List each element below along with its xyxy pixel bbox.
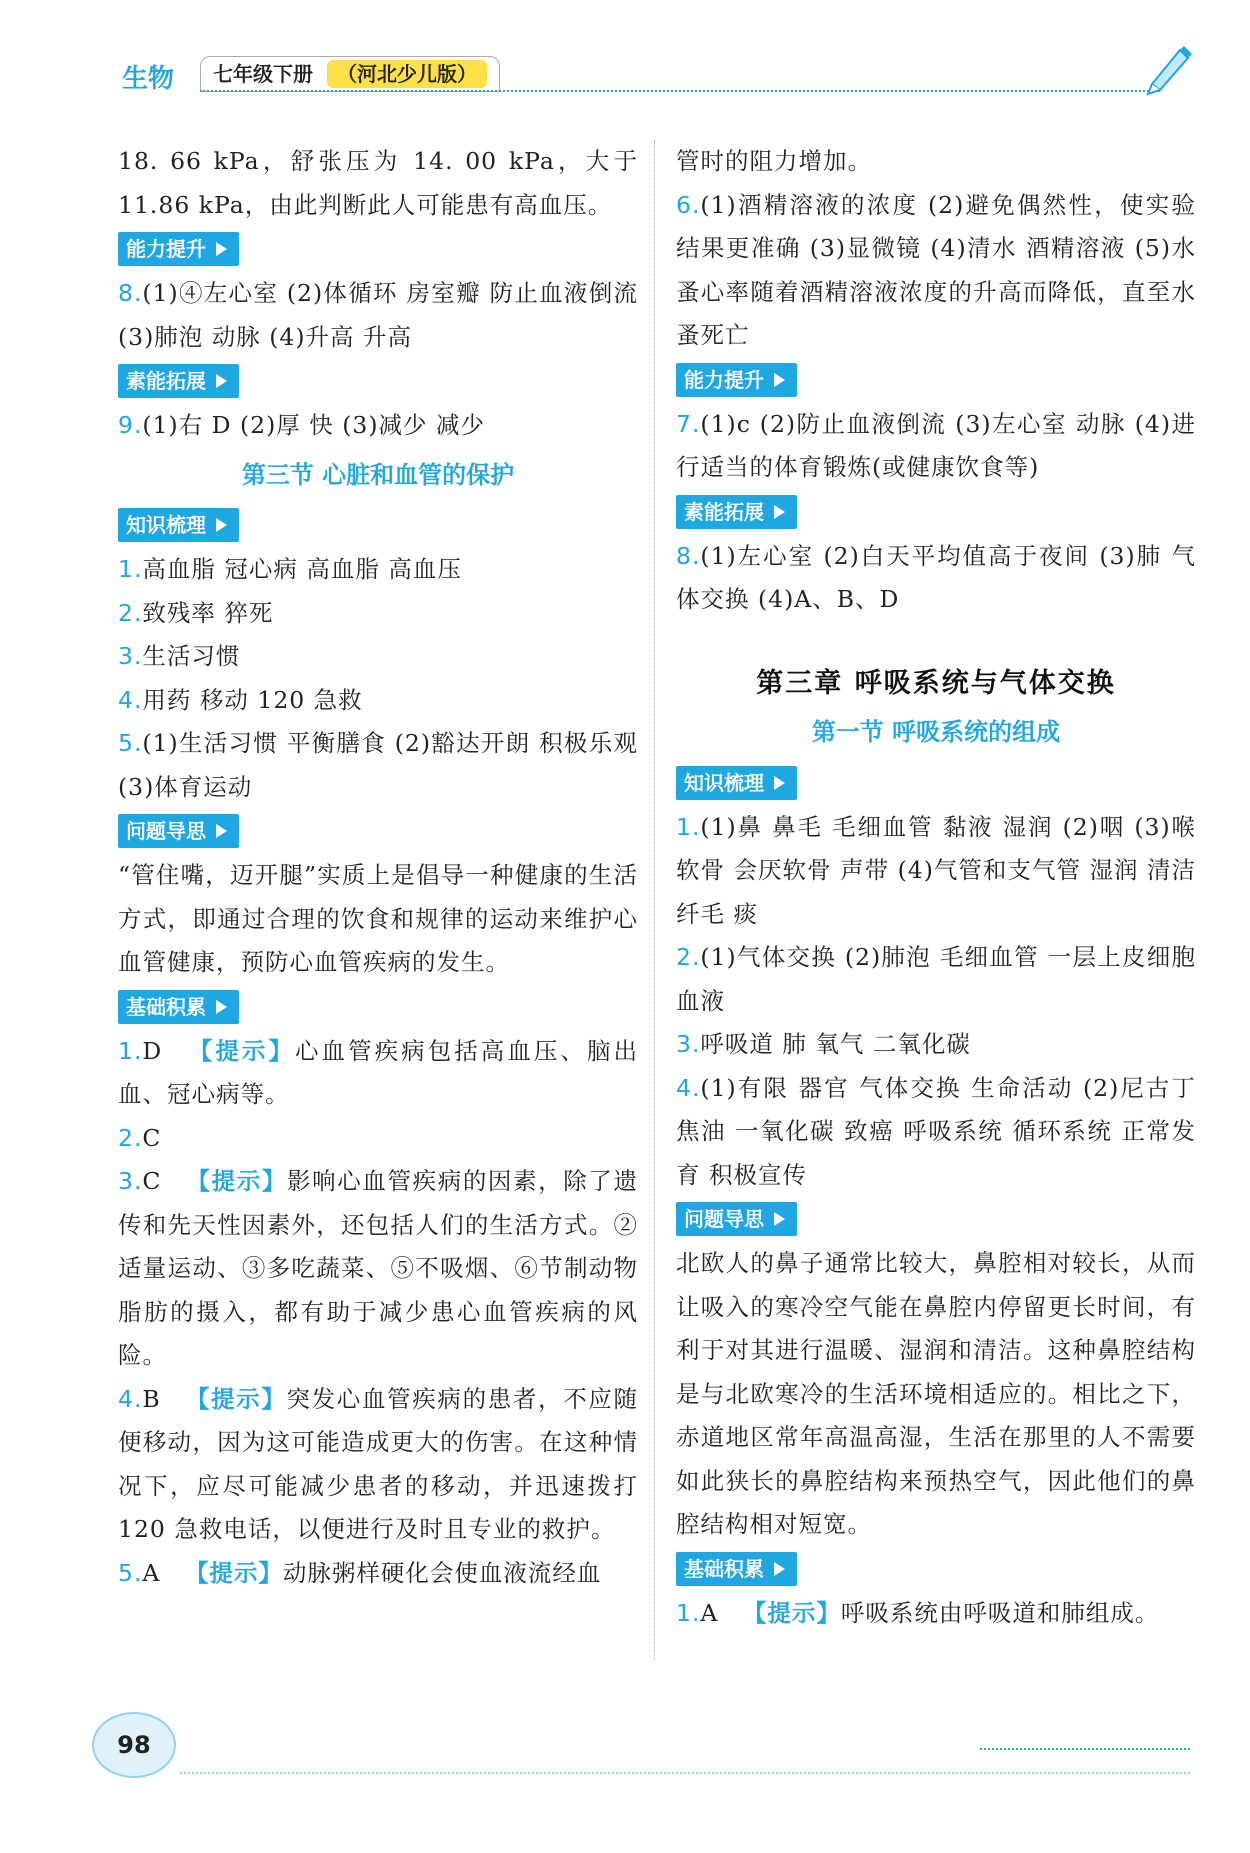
chapter-title: 第三章 呼吸系统与气体交换 [756, 667, 1116, 699]
answer-text: (1)有限 器官 气体交换 生命活动 (2)尼古丁 焦油 一氧化碳 致癌 呼吸系统 循环系统 正常发育 积极宣传 [676, 1073, 1196, 1189]
section-title: 第一节 呼吸系统的组成 [811, 718, 1061, 746]
answer-choice: C [142, 1167, 162, 1195]
answer-text: 致残率 猝死 [142, 598, 274, 627]
answer-paragraph [676, 1242, 1196, 1547]
section-tag-label: 问题导思 [126, 819, 206, 843]
question-number: 4. [118, 1384, 143, 1413]
answer-paragraph [118, 592, 638, 636]
question-number: 8. [676, 541, 701, 570]
question-number: 1. [676, 812, 701, 841]
grade-label: 七年级下册 [213, 62, 313, 86]
answer-paragraph [118, 1552, 638, 1596]
section-tag [676, 1552, 797, 1586]
section-tag-label: 素能拓展 [684, 499, 764, 524]
question-number: 7. [676, 409, 701, 438]
answer-text: 管时的阻力增加。 [676, 147, 872, 175]
play-arrow-icon [216, 1000, 227, 1014]
section-tag [118, 990, 239, 1024]
left-column [118, 140, 638, 1595]
section-tag [676, 1202, 797, 1236]
section-tag [676, 495, 797, 529]
answer-text: 生活习惯 [142, 642, 241, 670]
play-arrow-icon [216, 374, 227, 388]
question-number: 2. [676, 943, 701, 971]
answer-text: (1)酒精溶液的浓度 (2)避免偶然性，使实验结果更准确 (3)显微镜 (4)清水 酒精溶液 (5)水蚤心率随着酒精溶液浓度的升高而降低，直至水蚤死亡 [676, 190, 1196, 349]
question-number: 1. [676, 1598, 701, 1627]
answer-paragraph [676, 184, 1196, 358]
section-tag [118, 508, 239, 542]
footer-accent-line [980, 1748, 1190, 1750]
play-arrow-icon [774, 373, 785, 387]
page-header [0, 0, 1250, 110]
answer-paragraph [676, 1592, 1196, 1636]
section-tag-label: 知识梳理 [126, 513, 206, 537]
answer-choice: B [142, 1384, 161, 1413]
question-number: 3. [676, 1030, 701, 1058]
answer-text: 心血管疾病包括高血压、脑出血、冠心病等。 [118, 1036, 639, 1108]
answer-text: 动脉粥样硬化会使血液流经血 [282, 1558, 602, 1587]
section-tag-label: 知识梳理 [684, 770, 764, 795]
answer-paragraph [118, 1030, 638, 1117]
question-number: 1. [118, 555, 143, 583]
answer-paragraph [676, 535, 1196, 622]
footer-divider [180, 1772, 1190, 1774]
answer-text: (1)c (2)防止血液倒流 (3)左心室 动脉 (4)进行适当的体育锻炼(或健康饮食等) [676, 409, 1196, 481]
grade-tab [200, 56, 500, 92]
answer-paragraph [676, 1023, 1196, 1067]
answer-text: 影响心血管疾病的因素，除了遗传和先天性因素外，还包括人们的生活方式。②适量运动、③多吃蔬菜、⑤不吸烟、⑥节制动物脂肪的摄入，都有助于减少患心血管疾病的风险。 [118, 1167, 639, 1369]
hint-label: 【提示】 [185, 1384, 287, 1413]
header-divider [200, 90, 1160, 92]
answer-paragraph [118, 854, 638, 985]
play-arrow-icon [774, 505, 785, 519]
question-number: 1. [118, 1036, 143, 1065]
hint-label: 【提示】 [742, 1598, 841, 1627]
answer-paragraph [118, 1160, 638, 1378]
answer-text: 18. 66 kPa，舒张压为 14. 00 kPa，大于 11.86 kPa，由此判断此人可能患有高血压。 [118, 147, 638, 219]
question-number: 4. [118, 685, 143, 714]
question-number: 5. [118, 729, 143, 757]
column-divider [654, 140, 655, 1660]
play-arrow-icon [774, 776, 785, 790]
answer-text: “管住嘴，迈开腿”实质上是倡导一种健康的生活方式，即通过合理的饮食和规律的运动来维护心血管健康，预防心血管疾病的发生。 [118, 861, 638, 976]
answer-paragraph [676, 403, 1196, 490]
section-tag-label: 能力提升 [126, 237, 206, 261]
question-number: 9. [118, 411, 143, 439]
answer-choice: A [700, 1598, 719, 1627]
answer-choice: D [142, 1036, 163, 1065]
section-tag-label: 素能拓展 [126, 369, 206, 393]
hint-label: 【提示】 [185, 1167, 287, 1195]
play-arrow-icon [216, 518, 227, 532]
section-title: 第三节 心脏和血管的保护 [241, 460, 515, 489]
answer-paragraph [118, 1378, 638, 1552]
question-number: 8. [118, 279, 143, 307]
answer-text: (1)左心室 (2)白天平均值高于夜间 (3)肺 气体交换 (4)A、B、D [676, 541, 1196, 613]
answer-text: (1)气体交换 (2)肺泡 毛细血管 一层上皮细胞 血液 [676, 943, 1196, 1015]
question-number: 3. [118, 1167, 143, 1195]
play-arrow-icon [216, 242, 227, 256]
answer-paragraph [676, 1067, 1196, 1198]
answer-text: (1)右 D (2)厚 快 (3)减少 减少 [142, 411, 485, 439]
answer-paragraph [118, 548, 638, 592]
section-tag-label: 问题导思 [684, 1207, 764, 1231]
question-number: 4. [676, 1073, 701, 1102]
answer-paragraph [118, 722, 638, 809]
subject-label: 生物 [122, 64, 175, 94]
answer-paragraph [118, 635, 638, 679]
question-number: 2. [118, 1123, 143, 1152]
play-arrow-icon [774, 1562, 785, 1576]
answer-paragraph [118, 272, 638, 359]
section-tag-label: 基础积累 [684, 1556, 764, 1581]
question-number: 2. [118, 598, 143, 627]
answer-paragraph [118, 679, 638, 723]
pen-icon [1140, 40, 1196, 96]
section-tag-label: 能力提升 [684, 367, 764, 392]
hint-label: 【提示】 [186, 1036, 295, 1065]
answer-paragraph [118, 140, 638, 227]
answer-text: 用药 移动 120 急救 [142, 685, 363, 714]
question-number: 3. [118, 642, 143, 670]
answer-text: 突发心血管疾病的患者，不应随便移动，因为这可能造成更大的伤害。在这种情况下，应尽可能减少患者的移动，并迅速拨打 120 急救电话，以便进行及时且专业的救护。 [118, 1384, 639, 1543]
answer-paragraph [118, 1117, 638, 1161]
answer-choice: A [142, 1558, 161, 1587]
answer-text: 呼吸道 肺 氧气 二氧化碳 [700, 1030, 971, 1058]
answer-paragraph [676, 936, 1196, 1023]
question-number: 6. [676, 190, 701, 219]
section-tag [118, 364, 239, 398]
answer-text: (1)④左心室 (2)体循环 房室瓣 防止血液倒流 (3)肺泡 动脉 (4)升高 升高 [118, 279, 638, 351]
page-number: 98 [92, 1712, 176, 1778]
answer-paragraph [676, 140, 1196, 184]
question-number: 5. [118, 1558, 143, 1587]
answer-paragraph [118, 404, 638, 448]
section-tag [676, 363, 797, 397]
play-arrow-icon [216, 824, 227, 838]
answer-paragraph [676, 806, 1196, 937]
edition-label: （河北少儿版） [327, 60, 487, 88]
hint-label: 【提示】 [184, 1558, 283, 1587]
answer-text: (1)鼻 鼻毛 毛细血管 黏液 湿润 (2)咽 (3)喉 软骨 会厌软骨 声带 (4)气管和支气管 湿润 清洁 纤毛 痰 [676, 812, 1196, 928]
section-tag [118, 814, 239, 848]
answer-choice: C [142, 1123, 162, 1152]
answer-text: 高血脂 冠心病 高血脂 高血压 [142, 555, 462, 583]
section-tag-label: 基础积累 [126, 994, 206, 1019]
right-column [676, 140, 1196, 1635]
section-tag [118, 232, 239, 266]
play-arrow-icon [774, 1212, 785, 1226]
section-tag [676, 766, 797, 800]
answer-text: 呼吸系统由呼吸道和肺组成。 [840, 1598, 1160, 1627]
answer-text: (1)生活习惯 平衡膳食 (2)豁达开朗 积极乐观 (3)体育运动 [118, 729, 638, 801]
answer-text: 北欧人的鼻子通常比较大，鼻腔相对较长，从而让吸入的寒冷空气能在鼻腔内停留更长时间，有利于对其进行温暖、湿润和清洁。这种鼻腔结构是与北欧寒冷的生活环境相适应的。相比之下，赤道地区常年高温高湿，生活在那里的人不需要如此狭长的鼻腔结构来预热空气，因此他们的鼻腔结构相对短宽。 [676, 1249, 1196, 1538]
